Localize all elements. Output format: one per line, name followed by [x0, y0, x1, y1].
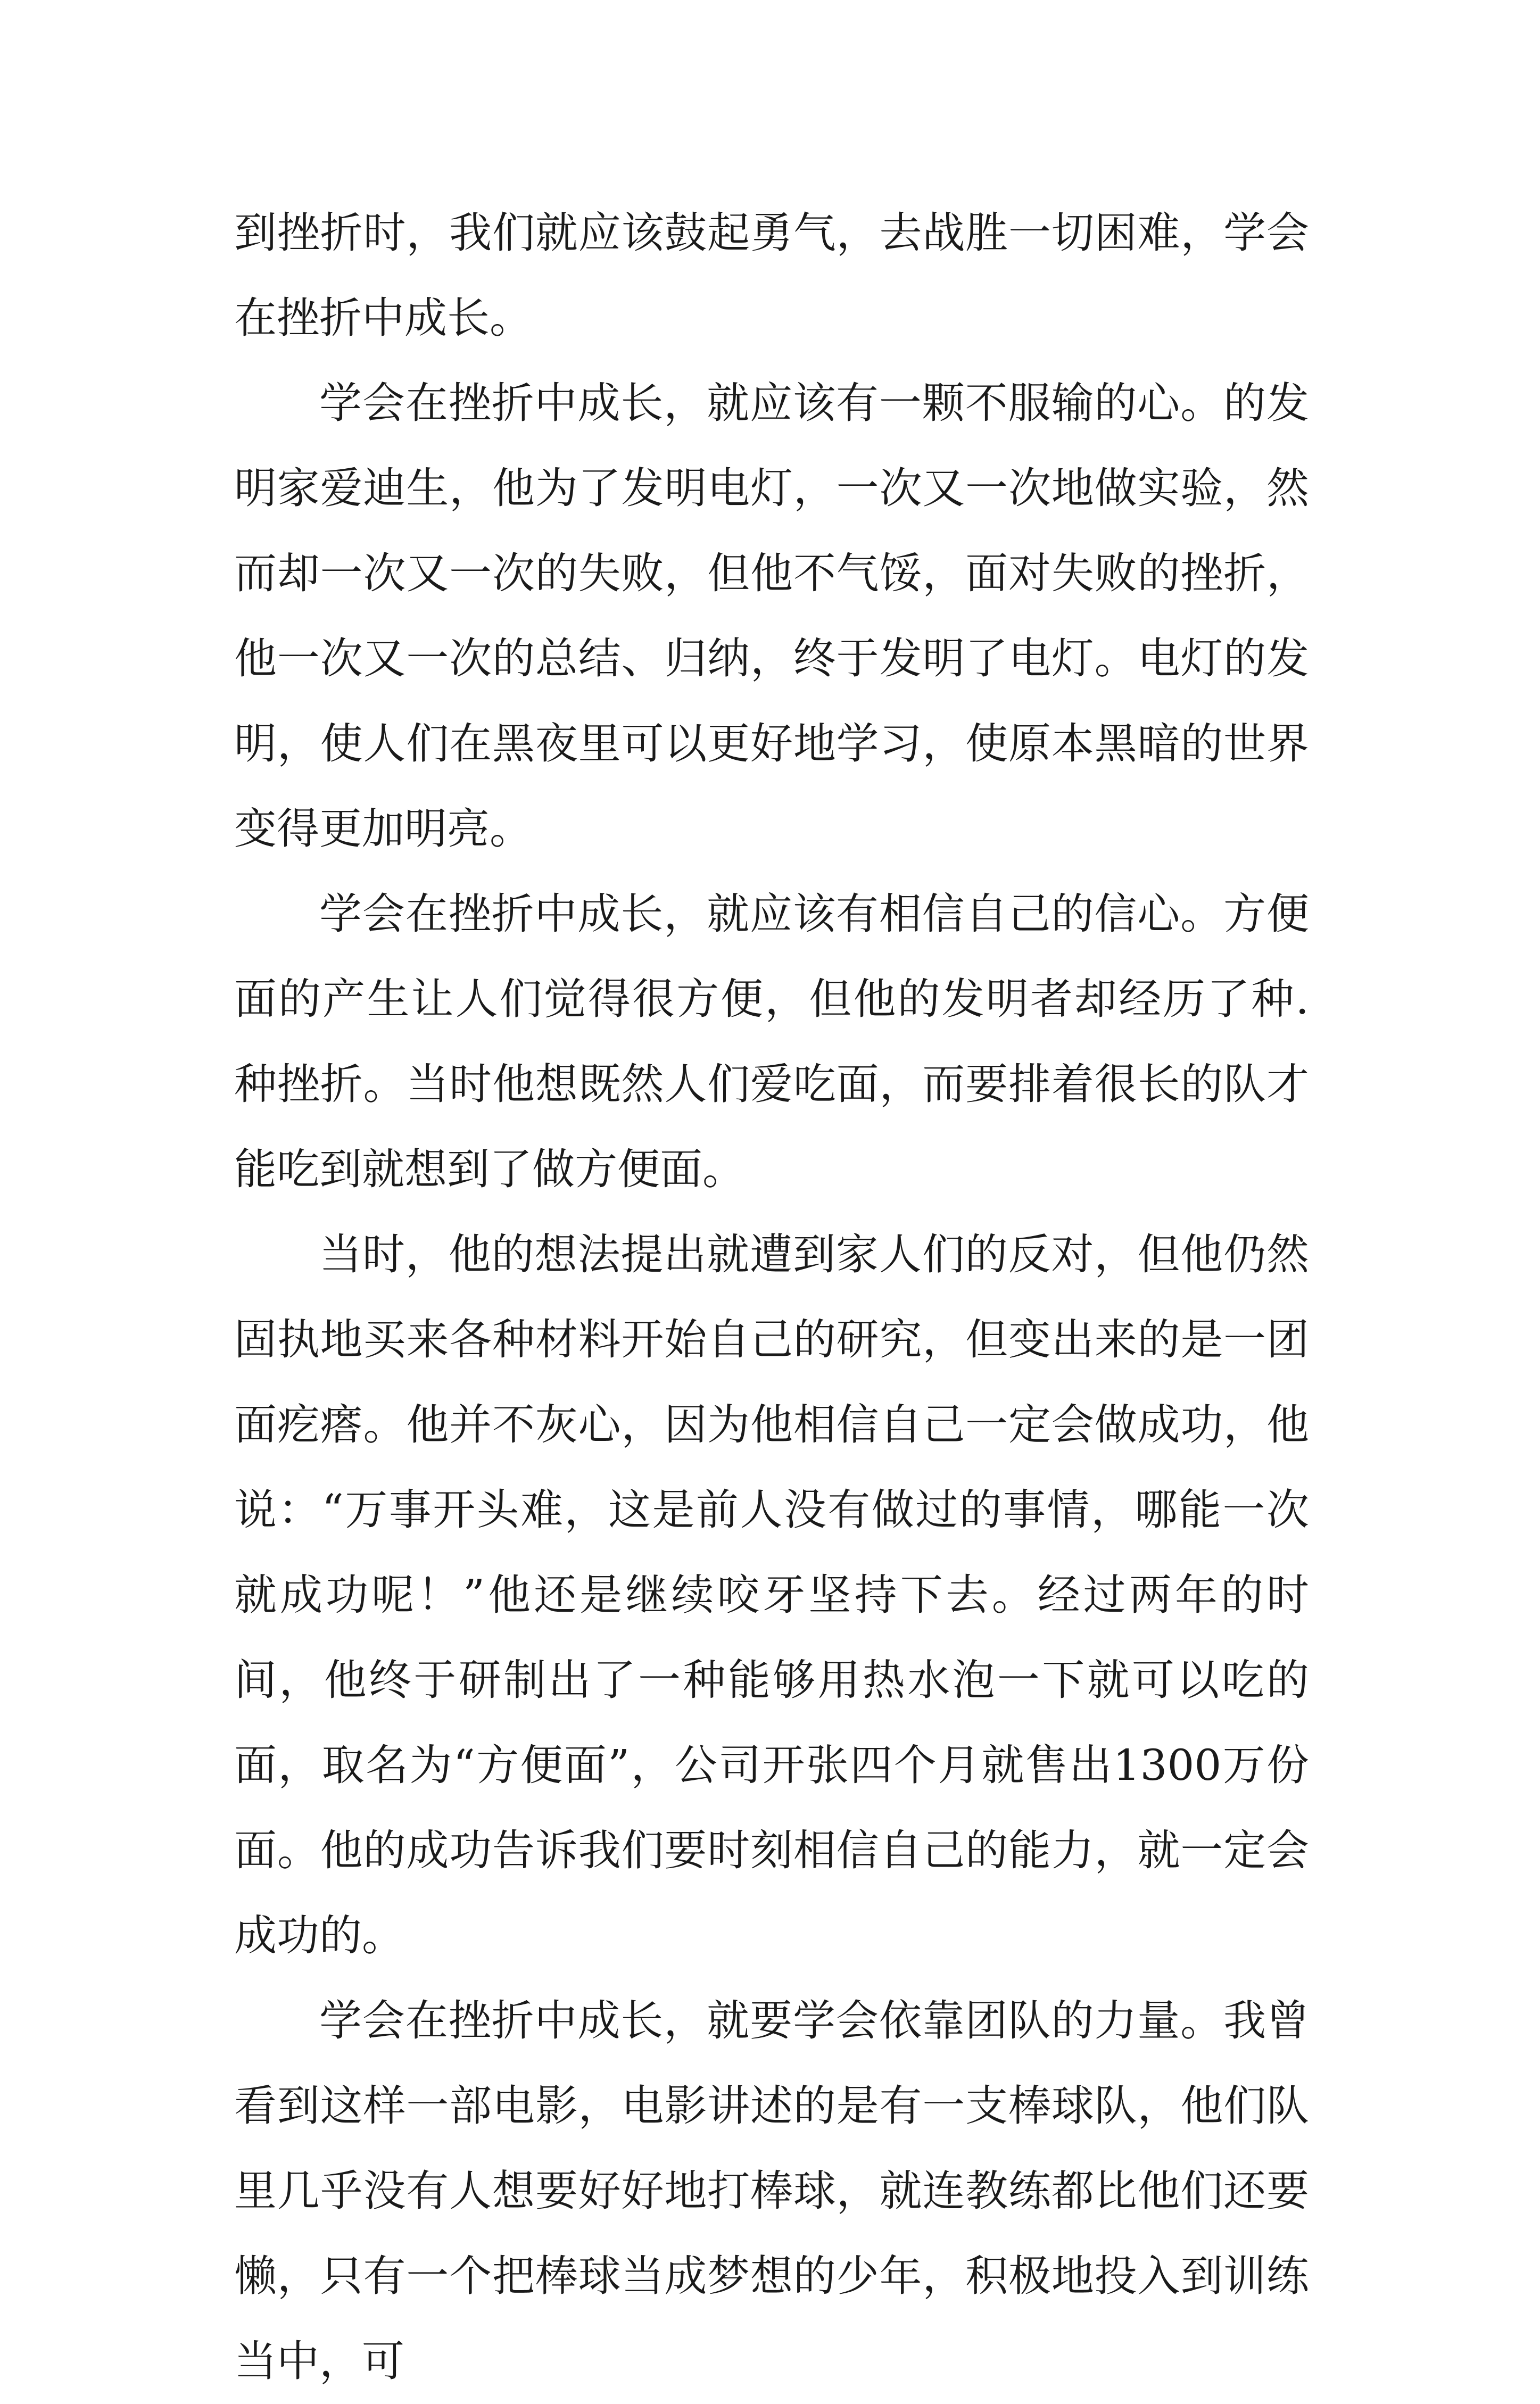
body-text: [234, 190, 1309, 2404]
paragraph-3: 学会在挫折中成长，就应该有相信自己的信心。方便面的产生让人们觉得很方便，但他的发明者却经历了种.种挫折。当时他想既然人们爱吃面，而要排着很长的队才能吃到就想到了做方便面。: [234, 889, 1309, 1194]
paragraph-5: 学会在挫折中成长，就要学会依靠团队的力量。我曾看到这样一部电影，电影讲述的是有一支棒球队，他们队里几乎没有人想要好好地打棒球，就连教练都比他们还要懒，只有一个把棒球当成梦想的少年，积极地投入到训练当中，可: [234, 1996, 1309, 2386]
paragraph-4: 当时，他的想法提出就遭到家人们的反对，但他仍然固执地买来各种材料开始自己的研究，但变出来的是一团面疙瘩。他并不灰心，因为他相信自己一定会做成功，他说：“万事开头难，这是前人没有做过的事情，哪能一次就成功呢！”他还是继续咬牙坚持下去。经过两年的时间，他终于研制出了一种能够用热水泡一下就可以吃的面，取名为“方便面”，公司开张四个月就售出1300万份面。他的成功告诉我们要时刻相信自己的能力，就一定会成功的。: [234, 1230, 1309, 1960]
paragraph-1: 到挫折时，我们就应该鼓起勇气，去战胜一切困难，学会在挫折中成长。: [234, 208, 1309, 343]
paragraph-2: 学会在挫折中成长，就应该有一颗不服输的心。的发明家爱迪生，他为了发明电灯，一次又一次地做实验，然而却一次又一次的失败，但他不气馁，面对失败的挫折，他一次又一次的总结、归纳，终于发明了电灯。电灯的发明，使人们在黑夜里可以更好地学习，使原本黑暗的世界变得更加明亮。: [234, 378, 1309, 853]
